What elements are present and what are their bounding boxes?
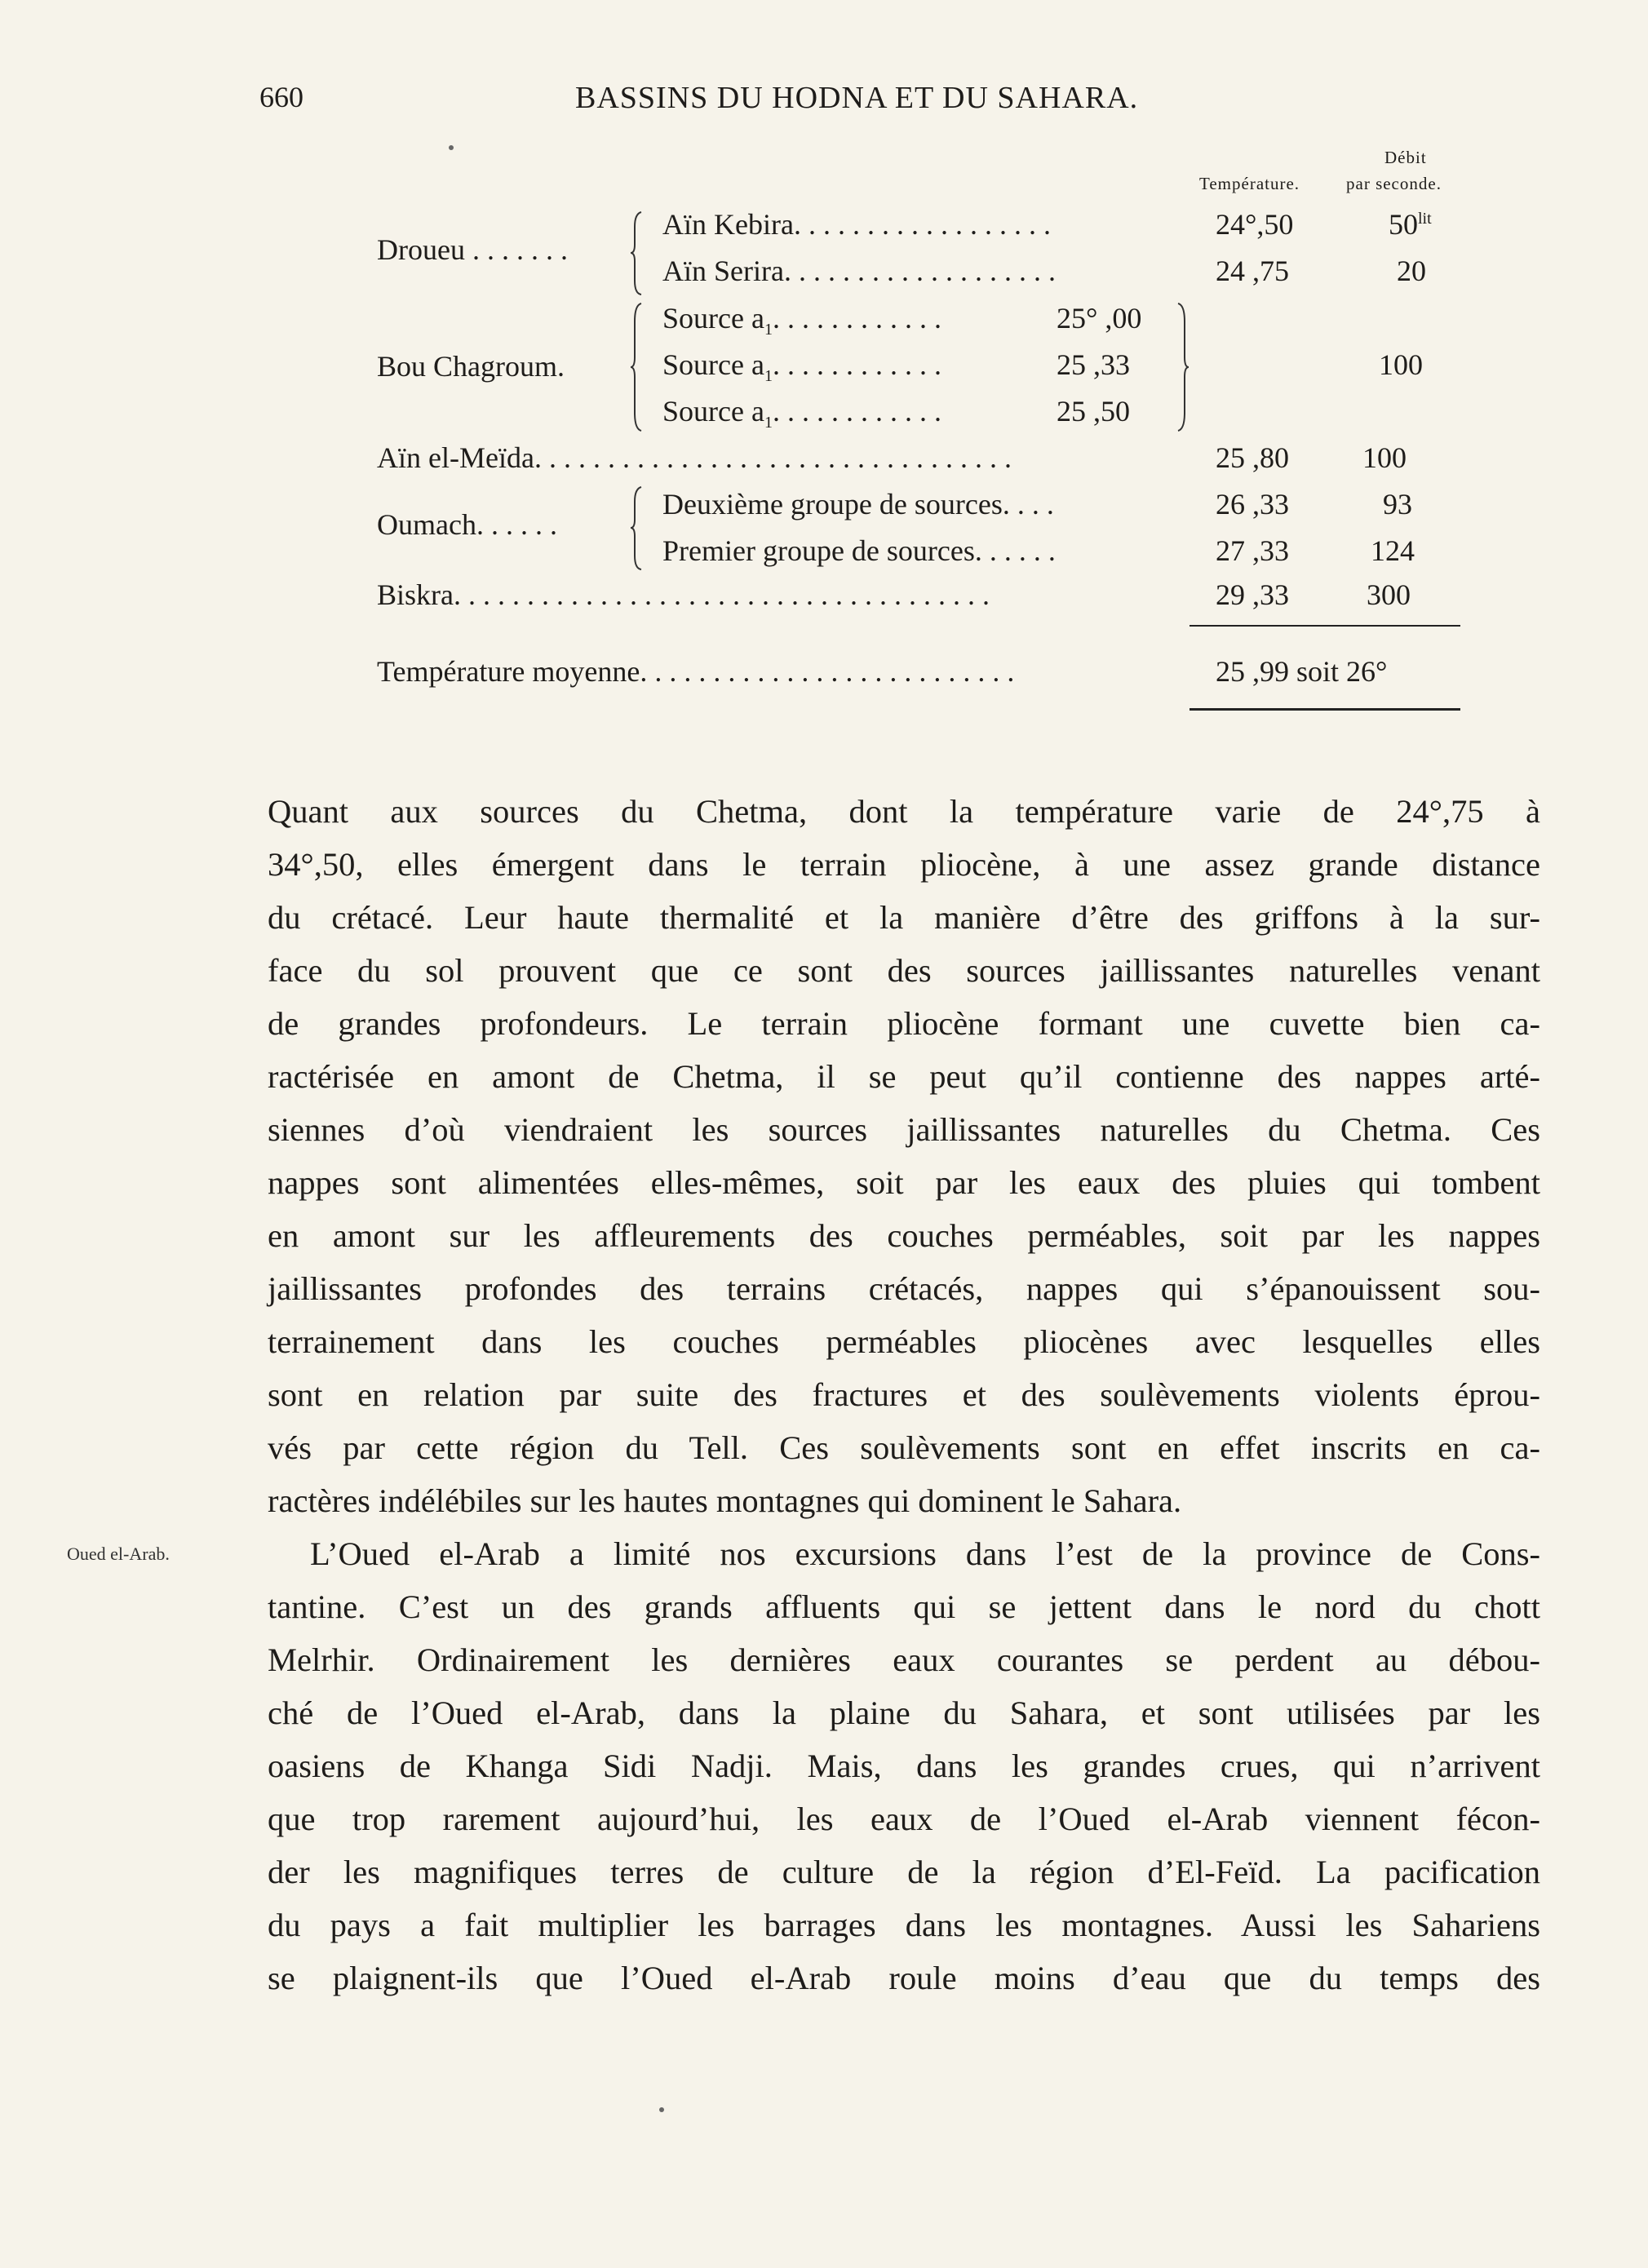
row-label-ain-kebira: Aïn Kebira. . . . . . . . . . . . . . . . . . bbox=[662, 208, 1051, 241]
temp-ain-kebira: 24°,50 bbox=[1216, 208, 1294, 241]
debit-deuxieme-groupe: 93 bbox=[1383, 488, 1412, 520]
body-text bbox=[268, 785, 1540, 2004]
temp-biskra: 29 ,33 bbox=[1216, 578, 1289, 611]
debit-ain-el-meida: 100 bbox=[1362, 441, 1407, 474]
text-line: jaillissantes profondes des terrains crétacés, nappes qui s’épanouissent sou- bbox=[268, 1270, 1540, 1307]
text-line: Melrhir. Ordinairement les dernières eaux courantes se perdent au débou- bbox=[268, 1641, 1540, 1678]
text-line: terrainement dans les couches perméables pliocènes avec lesquelles elles bbox=[268, 1323, 1540, 1360]
margin-note-oued-el-arab: Oued el-Arab. bbox=[67, 1544, 170, 1564]
row-label-temperature-moyenne: Température moyenne. . . . . . . . . . . . . . . . . . . . . . . . . . bbox=[377, 655, 1015, 688]
temp-ain-el-meida: 25 ,80 bbox=[1216, 441, 1289, 474]
debit-premier-groupe: 124 bbox=[1371, 534, 1415, 567]
debit-biskra: 300 bbox=[1367, 578, 1411, 611]
row-label-biskra: Biskra. . . . . . . . . . . . . . . . . . . . . . . . . . . . . . . . . . . . . bbox=[377, 578, 990, 611]
col-debit-unit-heading: par seconde. bbox=[1346, 174, 1442, 193]
text-line: siennes d’où viendraient les sources jaillissantes naturelles du Chetma. Ces bbox=[268, 1111, 1540, 1148]
page-number: 660 bbox=[259, 81, 303, 113]
temp-source-2: 25 ,33 bbox=[1057, 348, 1130, 381]
group-label-droueu: Droueu . . . . . . . bbox=[377, 233, 568, 266]
text-line: oasiens de Khanga Sidi Nadji. Mais, dans les grandes crues, qui n’arrivent bbox=[268, 1748, 1540, 1784]
text-line: ractérisée en amont de Chetma, il se peut qu’il contienne des nappes arté- bbox=[268, 1058, 1540, 1095]
temp-source-1: 25° ,00 bbox=[1057, 302, 1142, 334]
brace-bou-chagroum bbox=[630, 302, 646, 432]
text-line: Quant aux sources du Chetma, dont la température varie de 24°,75 à bbox=[268, 793, 1540, 830]
row-label-premier-groupe: Premier groupe de sources. . . . . . bbox=[662, 534, 1056, 567]
row-label-ain-el-meida: Aïn el-Meïda. . . . . . . . . . . . . . . . . . . . . . . . . . . . . . . . . bbox=[377, 441, 1012, 474]
sum-rule-top bbox=[1189, 625, 1460, 627]
debit-ain-kebira-value: 50 bbox=[1389, 208, 1418, 241]
source-3-subscript: 1 bbox=[764, 414, 773, 432]
text-line: nappes sont alimentées elles-mêmes, soit par les eaux des pluies qui tombent bbox=[268, 1164, 1540, 1201]
row-label-source-2 bbox=[662, 348, 941, 386]
group-label-oumach: Oumach. . . . . . bbox=[377, 508, 557, 541]
text-line: ractères indélébiles sur les hautes montagnes qui dominent le Sahara. bbox=[268, 1482, 1182, 1519]
text-line: que trop rarement aujourd’hui, les eaux de l’Oued el-Arab viennent fécon- bbox=[268, 1801, 1540, 1837]
source-2-name: Source a bbox=[662, 348, 764, 381]
print-speck bbox=[449, 145, 454, 150]
source-1-dots: . . . . . . . . . . . . bbox=[772, 302, 941, 334]
debit-unit-lit: lit bbox=[1418, 210, 1432, 228]
brace-oumach bbox=[630, 485, 646, 571]
text-line: de grandes profondeurs. Le terrain pliocène formant une cuvette bien ca- bbox=[268, 1005, 1540, 1042]
text-line: du pays a fait multiplier les barrages dans les montagnes. Aussi les Sahariens bbox=[268, 1907, 1540, 1943]
text-line: sont en relation par suite des fractures et des soulèvements violents éprou- bbox=[268, 1376, 1540, 1413]
text-line: ché de l’Oued el-Arab, dans la plaine du Sahara, et sont utilisées par les bbox=[268, 1694, 1540, 1731]
temp-source-3: 25 ,50 bbox=[1057, 395, 1130, 427]
temp-deuxieme-groupe: 26 ,33 bbox=[1216, 488, 1289, 520]
text-line: face du sol prouvent que ce sont des sources jaillissantes naturelles venant bbox=[268, 952, 1540, 989]
print-speck bbox=[659, 2107, 664, 2112]
text-line: tantine. C’est un des grands affluents qui se jettent dans le nord du chott bbox=[268, 1588, 1540, 1625]
running-title: BASSINS DU HODNA ET DU SAHARA. bbox=[575, 81, 1139, 115]
debit-ain-serira: 20 bbox=[1397, 255, 1426, 287]
col-debit-heading: Débit bbox=[1384, 148, 1427, 167]
debit-bou-chagroum: 100 bbox=[1379, 348, 1423, 381]
text-line: se plaignent-ils que l’Oued el-Arab roule moins d’eau que du temps des bbox=[268, 1960, 1540, 1996]
source-3-dots: . . . . . . . . . . . . bbox=[772, 395, 941, 427]
text-line: en amont sur les affleurements des couches perméables, soit par les nappes bbox=[268, 1217, 1540, 1254]
brace-bou-chagroum-right bbox=[1176, 302, 1193, 432]
source-2-dots: . . . . . . . . . . . . bbox=[772, 348, 941, 381]
temperature-moyenne-value: 25 ,99 soit 26° bbox=[1216, 655, 1388, 688]
row-label-ain-serira: Aïn Serira. . . . . . . . . . . . . . . . . . . bbox=[662, 255, 1056, 287]
debit-ain-kebira bbox=[1389, 207, 1432, 241]
brace-droueu bbox=[630, 210, 646, 296]
sum-rule-bottom bbox=[1189, 708, 1460, 711]
source-1-subscript: 1 bbox=[764, 321, 773, 339]
row-label-deuxieme-groupe: Deuxième groupe de sources. . . . bbox=[662, 488, 1054, 520]
text-line: du crétacé. Leur haute thermalité et la manière d’être des griffons à la sur- bbox=[268, 899, 1540, 936]
source-1-name: Source a bbox=[662, 302, 764, 334]
text-line: L’Oued el-Arab a limité nos excursions dans l’est de la province de Cons- bbox=[310, 1535, 1540, 1572]
source-3-name: Source a bbox=[662, 395, 764, 427]
text-line: 34°,50, elles émergent dans le terrain pliocène, à une assez grande distance bbox=[268, 846, 1540, 883]
row-label-source-3 bbox=[662, 394, 941, 432]
group-label-bou-chagroum: Bou Chagroum. bbox=[377, 350, 565, 383]
row-label-source-1 bbox=[662, 301, 941, 339]
col-temperature-heading: Température. bbox=[1199, 174, 1300, 193]
text-line: vés par cette région du Tell. Ces soulèvements sont en effet inscrits en ca- bbox=[268, 1429, 1540, 1466]
temp-premier-groupe: 27 ,33 bbox=[1216, 534, 1289, 567]
source-2-subscript: 1 bbox=[764, 367, 773, 386]
temp-ain-serira: 24 ,75 bbox=[1216, 255, 1289, 287]
text-line: der les magnifiques terres de culture de la région d’El-Feïd. La pacification bbox=[268, 1854, 1540, 1890]
